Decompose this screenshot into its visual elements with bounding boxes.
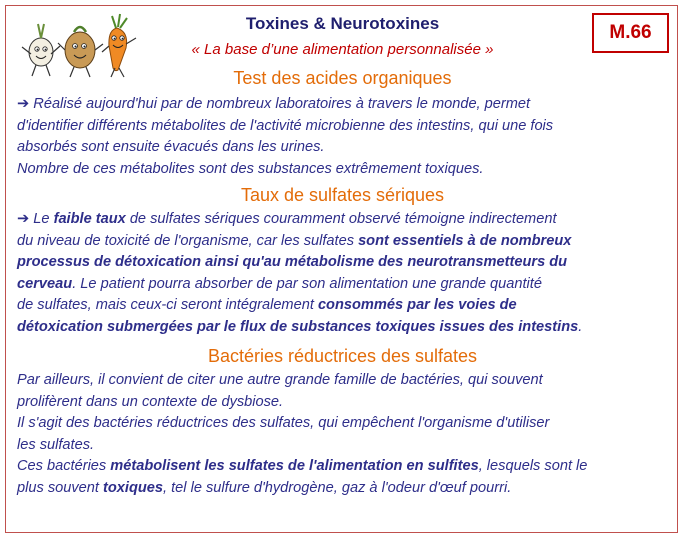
section-heading-bacteries-reductrices: Bactéries réductrices des sulfates — [207, 346, 478, 366]
body-text: . — [578, 318, 583, 335]
section-body-acides-organiques — [17, 94, 672, 180]
body-text: Nombre de ces métabolites sont des substances extrêmement toxiques. — [17, 160, 484, 177]
body-text: Ces bactéries — [17, 458, 111, 474]
body-text: Il s'agit des bactéries réductrices des sulfates, qui empêchent l'organisme d'utiliser — [17, 415, 550, 431]
section-body-bacteries-reductrices — [17, 370, 672, 499]
body-text: , lesquels sont le — [478, 458, 588, 474]
emphasis-text: consommés par les voies de — [317, 297, 517, 313]
section-heading-acides-organiques: Test des acides organiques — [233, 68, 452, 88]
body-text: ➔ Le — [17, 211, 54, 227]
body-text: plus souvent — [17, 479, 103, 496]
emphasis-text: cerveau — [17, 275, 73, 292]
body-text: de sulfates sériques couramment observé témoigne indirectement — [125, 211, 557, 227]
emphasis-text: détoxication submergées par le flux de substances toxiques issues des intestins — [17, 318, 579, 335]
body-text: absorbés sont ensuite évacués dans les urines. — [17, 139, 325, 155]
body-text: prolifèrent dans un contexte de dysbiose. — [17, 393, 284, 410]
body-text: . Le patient pourra absorber de par son alimentation une grande quantité — [72, 275, 542, 292]
body-text: les sulfates. — [17, 436, 95, 453]
document-subtitle: « La base d’une alimentation personnalisée » — [191, 41, 494, 58]
body-text: , tel le sulfure d'hydrogène, gaz à l'odeur d'œuf pourri. — [163, 479, 512, 496]
section-heading-sulfates-seriques: Taux de sulfates sériques — [240, 185, 445, 205]
emphasis-text: sont essentiels à de nombreux — [358, 232, 572, 249]
document-title: Toxines & Neurotoxines — [245, 14, 440, 33]
body-text: ➔ Réalisé aujourd'hui par de nombreux laboratoires à travers le monde, permet — [17, 96, 531, 112]
emphasis-text: toxiques — [103, 479, 164, 496]
body-text: de sulfates, mais ceux-ci seront intégralement — [17, 297, 318, 313]
emphasis-text: processus de détoxication ainsi qu'au métabolisme des neurotransmetteurs du — [17, 254, 568, 270]
document-code-badge: M.66 — [592, 13, 669, 53]
body-text: d'identifier différents métabolites de l'activité microbienne des intestins, qui une fois — [17, 117, 554, 134]
body-text: Par ailleurs, il convient de citer une autre grande famille de bactéries, qui souvent — [17, 372, 543, 388]
body-text: du niveau de toxicité de l'organisme, car les sulfates — [17, 232, 359, 249]
section-body-sulfates-seriques — [17, 209, 672, 338]
emphasis-text: métabolisent les sulfates de l'alimentation en sulfites — [110, 458, 479, 474]
emphasis-text: faible taux — [53, 211, 126, 227]
